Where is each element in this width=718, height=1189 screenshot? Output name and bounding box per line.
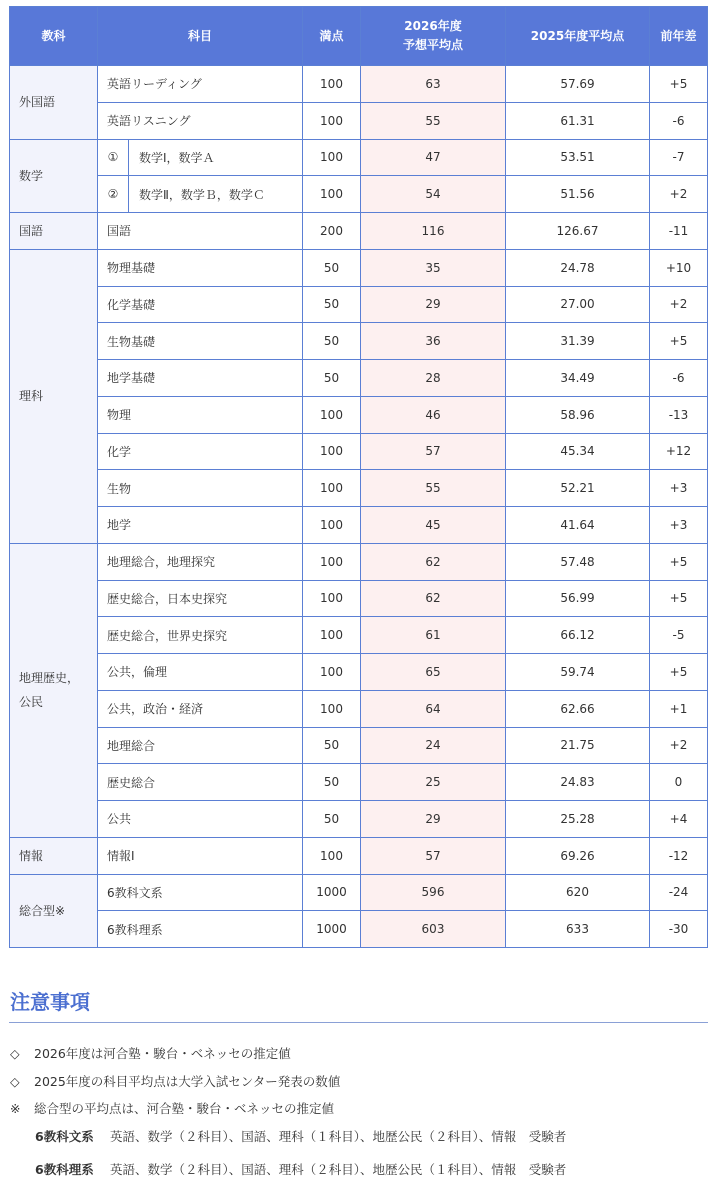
- previous-average-cell: 57.69: [506, 66, 650, 103]
- previous-average-cell: 51.56: [506, 176, 650, 213]
- difference-cell: +5: [650, 580, 708, 617]
- subject-cell: 数学Ⅱ，数学Ｂ，数学Ｃ: [129, 176, 303, 213]
- table-row: [10, 911, 708, 948]
- subject-cell: 地学: [98, 507, 303, 544]
- previous-average-cell: 620: [506, 874, 650, 911]
- difference-cell: +5: [650, 66, 708, 103]
- subject-cell: 6教科文系: [98, 874, 303, 911]
- predicted-average-cell: 45: [361, 507, 506, 544]
- subject-cell: 英語リスニング: [98, 102, 303, 139]
- difference-cell: +4: [650, 801, 708, 838]
- previous-average-cell: 52.21: [506, 470, 650, 507]
- note-text: 総合型の平均点は、河合塾・駿台・ベネッセの推定値: [34, 1101, 335, 1116]
- table-row: [10, 837, 708, 874]
- previous-average-cell: 21.75: [506, 727, 650, 764]
- table-row: [10, 323, 708, 360]
- full-score-cell: 100: [303, 176, 361, 213]
- previous-average-cell: 45.34: [506, 433, 650, 470]
- predicted-average-cell: 116: [361, 213, 506, 250]
- table-row: [10, 470, 708, 507]
- full-score-cell: 100: [303, 66, 361, 103]
- full-score-cell: 100: [303, 837, 361, 874]
- subject-cell: 生物基礎: [98, 323, 303, 360]
- full-score-cell: 100: [303, 690, 361, 727]
- score-table: [9, 6, 708, 948]
- predicted-average-cell: 62: [361, 580, 506, 617]
- note-item: [10, 1044, 291, 1062]
- difference-cell: -30: [650, 911, 708, 948]
- predicted-average-cell: 55: [361, 470, 506, 507]
- table-row: [10, 249, 708, 286]
- subject-cell: 物理: [98, 396, 303, 433]
- table-row: [10, 176, 708, 213]
- subject-cell: 情報Ⅰ: [98, 837, 303, 874]
- group-cell-comprehensive: 総合型※: [10, 874, 98, 948]
- difference-cell: 0: [650, 764, 708, 801]
- table-row: [10, 580, 708, 617]
- table-row: [10, 801, 708, 838]
- full-score-cell: 50: [303, 360, 361, 397]
- full-score-cell: 1000: [303, 911, 361, 948]
- full-score-cell: 100: [303, 102, 361, 139]
- group-cell-geography-history-civics: 地理歴史， 公民: [10, 543, 98, 837]
- difference-cell: +1: [650, 690, 708, 727]
- predicted-average-cell: 62: [361, 543, 506, 580]
- note-sub-text: 英語、数学（２科目）、国語、理科（１科目）、地歴公民（２科目）、情報 受験者: [110, 1129, 567, 1144]
- difference-cell: -11: [650, 213, 708, 250]
- option-mark: ①: [98, 139, 129, 176]
- subject-cell: 数学Ⅰ，数学Ａ: [129, 139, 303, 176]
- previous-average-cell: 24.78: [506, 249, 650, 286]
- previous-average-cell: 69.26: [506, 837, 650, 874]
- full-score-cell: 100: [303, 617, 361, 654]
- full-score-cell: 50: [303, 323, 361, 360]
- predicted-average-cell: 35: [361, 249, 506, 286]
- difference-cell: +2: [650, 176, 708, 213]
- difference-cell: -13: [650, 396, 708, 433]
- previous-average-cell: 633: [506, 911, 650, 948]
- table-row: [10, 360, 708, 397]
- subject-cell: 化学: [98, 433, 303, 470]
- table-row: [10, 764, 708, 801]
- subject-cell: 物理基礎: [98, 249, 303, 286]
- predicted-average-cell: 55: [361, 102, 506, 139]
- full-score-cell: 100: [303, 139, 361, 176]
- difference-cell: +2: [650, 727, 708, 764]
- difference-cell: +3: [650, 470, 708, 507]
- difference-cell: +12: [650, 433, 708, 470]
- note-sub-text: 英語、数学（２科目）、国語、理科（２科目）、地歴公民（１科目）、情報 受験者: [110, 1162, 567, 1177]
- note-item: [10, 1099, 334, 1117]
- full-score-cell: 50: [303, 727, 361, 764]
- table-row: [10, 507, 708, 544]
- subject-cell: 化学基礎: [98, 286, 303, 323]
- previous-average-cell: 24.83: [506, 764, 650, 801]
- subject-cell: 公共: [98, 801, 303, 838]
- note-sub-label: 6教科文系: [35, 1129, 94, 1144]
- table-row: [10, 66, 708, 103]
- subject-cell: 英語リーディング: [98, 66, 303, 103]
- predicted-average-cell: 36: [361, 323, 506, 360]
- subject-cell: 地学基礎: [98, 360, 303, 397]
- full-score-cell: 100: [303, 654, 361, 691]
- group-cell-foreign-language: 外国語: [10, 66, 98, 140]
- subject-cell: 歴史総合，世界史探究: [98, 617, 303, 654]
- header-year-difference: 前年差: [650, 7, 708, 66]
- previous-average-cell: 66.12: [506, 617, 650, 654]
- header-row: [10, 7, 708, 66]
- notes-title: 注意事項: [10, 990, 90, 1014]
- header-predicted-average: 2026年度 予想平均点: [361, 7, 506, 66]
- predicted-average-cell: 29: [361, 801, 506, 838]
- note-sub-item: [35, 1160, 566, 1178]
- difference-cell: -6: [650, 102, 708, 139]
- difference-cell: +5: [650, 543, 708, 580]
- predicted-average-cell: 603: [361, 911, 506, 948]
- table-row: [10, 102, 708, 139]
- predicted-average-cell: 64: [361, 690, 506, 727]
- difference-cell: -7: [650, 139, 708, 176]
- difference-cell: +3: [650, 507, 708, 544]
- group-cell-japanese: 国語: [10, 213, 98, 250]
- predicted-average-cell: 57: [361, 433, 506, 470]
- subject-cell: 地理総合，地理探究: [98, 543, 303, 580]
- table-row: [10, 213, 708, 250]
- header-subject-group: 教科: [10, 7, 98, 66]
- predicted-average-cell: 47: [361, 139, 506, 176]
- full-score-cell: 100: [303, 396, 361, 433]
- difference-cell: +2: [650, 286, 708, 323]
- previous-average-cell: 57.48: [506, 543, 650, 580]
- difference-cell: +5: [650, 654, 708, 691]
- table-row: [10, 543, 708, 580]
- difference-cell: -6: [650, 360, 708, 397]
- predicted-average-cell: 596: [361, 874, 506, 911]
- note-sub-label: 6教科理系: [35, 1162, 94, 1177]
- subject-cell: 国語: [98, 213, 303, 250]
- full-score-cell: 1000: [303, 874, 361, 911]
- subject-cell: 歴史総合: [98, 764, 303, 801]
- previous-average-cell: 126.67: [506, 213, 650, 250]
- table-row: [10, 139, 708, 176]
- header-full-score: 満点: [303, 7, 361, 66]
- table-row: [10, 433, 708, 470]
- group-cell-science: 理科: [10, 249, 98, 543]
- notes-divider: [9, 1022, 708, 1023]
- full-score-cell: 100: [303, 433, 361, 470]
- full-score-cell: 50: [303, 249, 361, 286]
- predicted-average-cell: 46: [361, 396, 506, 433]
- table-row: [10, 286, 708, 323]
- table-row: [10, 396, 708, 433]
- previous-average-cell: 27.00: [506, 286, 650, 323]
- difference-cell: -12: [650, 837, 708, 874]
- subject-cell: 地理総合: [98, 727, 303, 764]
- note-text: 2026年度は河合塾・駿台・ベネッセの推定値: [34, 1046, 291, 1061]
- difference-cell: +5: [650, 323, 708, 360]
- full-score-cell: 100: [303, 470, 361, 507]
- table-row: [10, 690, 708, 727]
- full-score-cell: 100: [303, 580, 361, 617]
- difference-cell: -24: [650, 874, 708, 911]
- previous-average-cell: 59.74: [506, 654, 650, 691]
- previous-average-cell: 41.64: [506, 507, 650, 544]
- previous-average-cell: 53.51: [506, 139, 650, 176]
- previous-average-cell: 62.66: [506, 690, 650, 727]
- difference-cell: -5: [650, 617, 708, 654]
- full-score-cell: 50: [303, 764, 361, 801]
- predicted-average-cell: 29: [361, 286, 506, 323]
- table-row: [10, 727, 708, 764]
- predicted-average-cell: 25: [361, 764, 506, 801]
- full-score-cell: 50: [303, 801, 361, 838]
- subject-cell: 6教科理系: [98, 911, 303, 948]
- predicted-average-cell: 61: [361, 617, 506, 654]
- note-sub-item: [35, 1127, 566, 1145]
- predicted-average-cell: 65: [361, 654, 506, 691]
- subject-cell: 歴史総合，日本史探究: [98, 580, 303, 617]
- option-mark: ②: [98, 176, 129, 213]
- table-row: [10, 874, 708, 911]
- previous-average-cell: 25.28: [506, 801, 650, 838]
- previous-average-cell: 34.49: [506, 360, 650, 397]
- table-row: [10, 617, 708, 654]
- predicted-average-cell: 24: [361, 727, 506, 764]
- group-cell-information: 情報: [10, 837, 98, 874]
- subject-cell: 公共，政治・経済: [98, 690, 303, 727]
- subject-cell: 生物: [98, 470, 303, 507]
- diamond-bullet-icon: ◇: [10, 1074, 20, 1089]
- full-score-cell: 50: [303, 286, 361, 323]
- header-previous-average: 2025年度平均点: [506, 7, 650, 66]
- header-subject: 科目: [98, 7, 303, 66]
- group-cell-math: 数学: [10, 139, 98, 213]
- full-score-cell: 100: [303, 507, 361, 544]
- note-text: 2025年度の科目平均点は大学入試センター発表の数値: [34, 1074, 341, 1089]
- predicted-average-cell: 28: [361, 360, 506, 397]
- full-score-cell: 200: [303, 213, 361, 250]
- difference-cell: +10: [650, 249, 708, 286]
- full-score-cell: 100: [303, 543, 361, 580]
- predicted-average-cell: 57: [361, 837, 506, 874]
- note-item: [10, 1072, 340, 1090]
- diamond-bullet-icon: ◇: [10, 1046, 20, 1061]
- asterisk-mark-icon: ※: [10, 1101, 21, 1116]
- previous-average-cell: 61.31: [506, 102, 650, 139]
- table-row: [10, 654, 708, 691]
- subject-cell: 公共，倫理: [98, 654, 303, 691]
- predicted-average-cell: 63: [361, 66, 506, 103]
- previous-average-cell: 56.99: [506, 580, 650, 617]
- previous-average-cell: 58.96: [506, 396, 650, 433]
- predicted-average-cell: 54: [361, 176, 506, 213]
- previous-average-cell: 31.39: [506, 323, 650, 360]
